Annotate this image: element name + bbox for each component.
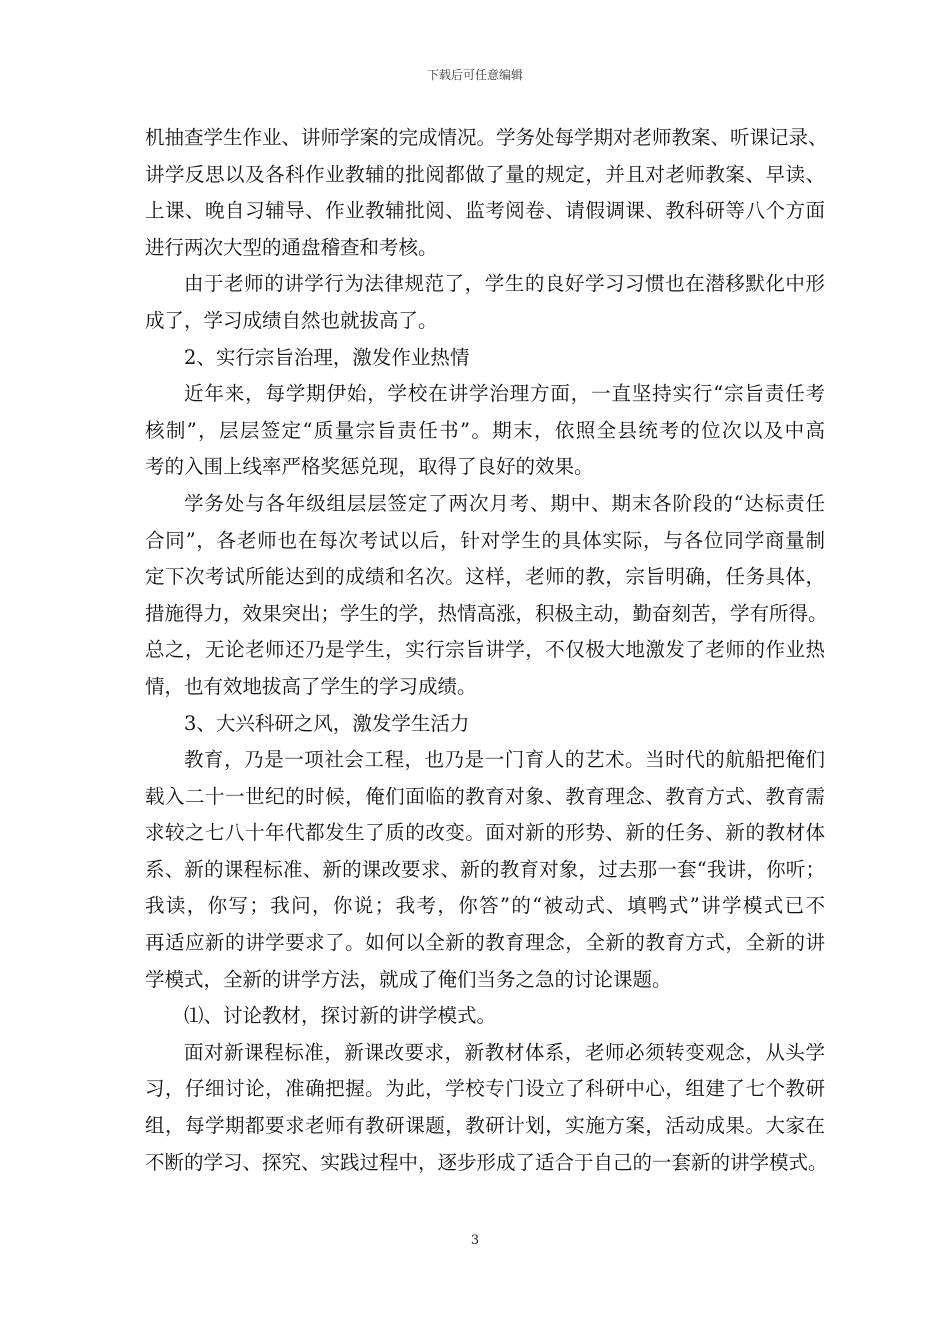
text-line: 教育，乃是一项社会工程，也乃是一门育人的艺术。当时代的航船把俺们 — [184, 748, 825, 772]
text-line: 成了，学习成绩自然也就拔高了。 — [145, 308, 438, 332]
text-line: 3、大兴科研之风，激发学生活力 — [184, 711, 470, 735]
text-line: 合同”，各老师也在每次考试以后，针对学生的具体实际，与各位同学商量制 — [145, 528, 825, 552]
text-line: 面对新课程标准，新课改要求，新教材体系，老师必须转变观念，从头学 — [184, 1040, 825, 1064]
text-line: 载入二十一世纪的时候，俺们面临的教育对象、教育理念、教育方式、教育需 — [145, 784, 825, 808]
text-line: 学模式，全新的讲学方法，就成了俺们当务之急的讨论课题。 — [145, 967, 672, 991]
text-line: 由于老师的讲学行为法律规范了，学生的良好学习习惯也在潜移默化中形 — [184, 272, 825, 296]
text-line: 系、新的课程标准、新的课改要求、新的教育对象，过去那一套“我讲，你听； — [145, 857, 825, 881]
page-header: 下载后可任意编辑 — [426, 68, 523, 82]
page-number: 3 — [470, 1233, 480, 1248]
text-line: 不断的学习、探究、实践过程中，逐步形成了适合于自己的一套新的讲学模式。 — [145, 1150, 828, 1174]
text-line: 习，仔细讨论，准确把握。为此，学校专门设立了科研中心，组建了七个教研 — [145, 1077, 825, 1101]
text-line: 进行两次大型的通盘稽查和考核。 — [145, 235, 438, 259]
text-line: ⑴、讨论教材，探讨新的讲学模式。 — [184, 1004, 497, 1028]
text-line: 2、实行宗旨治理，激发作业热情 — [184, 345, 470, 369]
text-line: 讲学反思以及各科作业教辅的批阅都做了量的规定，并且对老师教案、早读、 — [145, 162, 825, 186]
text-line: 机抽查学生作业、讲师学案的完成情况。学务处每学期对老师教案、听课记录、 — [145, 126, 828, 149]
text-line: 核制”，层层签定“质量宗旨责任书”。期末，依照全县统考的位次以及中高 — [145, 418, 825, 442]
text-line: 求较之七八十年代都发生了质的改变。面对新的形势、新的任务、新的教材体 — [145, 821, 825, 845]
text-line: 考的入围上线率严格奖惩兑现，取得了良好的效果。 — [145, 455, 594, 479]
text-line: 我读，你写；我问，你说；我考，你答”的“被动式、填鸭式”讲学模式已不 — [145, 894, 825, 918]
text-line: 学务处与各年级组层层签定了两次月考、期中、期末各阶段的“达标责任 — [184, 491, 825, 515]
text-line: 组，每学期都要求老师有教研课题，教研计划，实施方案，活动成果。大家在 — [145, 1114, 825, 1138]
text-line: 再适应新的讲学要求了。如何以全新的教育理念，全新的教育方式，全新的讲 — [145, 931, 825, 955]
text-line: 近年来，每学期伊始，学校在讲学治理方面，一直坚持实行“宗旨责任考 — [184, 382, 825, 406]
text-line: 情，也有效地拔高了学生的学习成绩。 — [145, 674, 477, 698]
text-line: 措施得力，效果突出；学生的学，热情高涨，积极主动，勤奋刻苦，学有所得。 — [145, 601, 828, 625]
text-line: 定下次考试所能达到的成绩和名次。这样，老师的教，宗旨明确，任务具体， — [145, 565, 825, 589]
document-body — [145, 120, 828, 1181]
text-line: 上课、晚自习辅导、作业教辅批阅、监考阅卷、请假调课、教科研等八个方面 — [145, 199, 825, 223]
text-line: 总之，无论老师还乃是学生，实行宗旨讲学，不仅极大地激发了老师的作业热 — [145, 638, 825, 662]
